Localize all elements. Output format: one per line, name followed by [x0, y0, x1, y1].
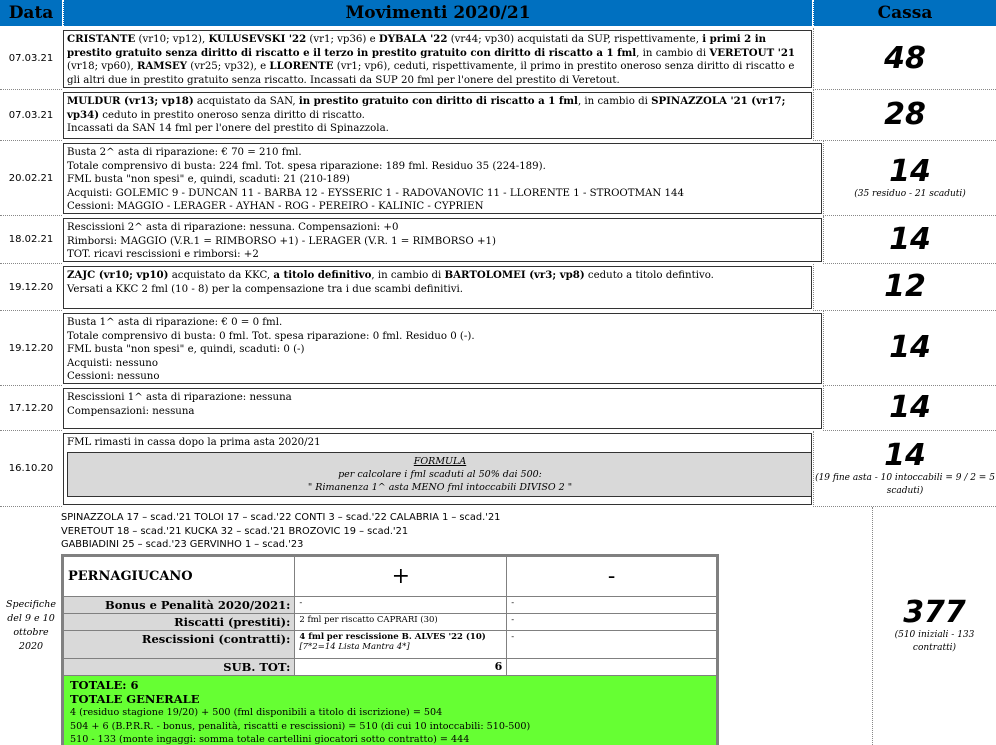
- movement-line: Totale comprensivo di busta: 0 fml. Tot. spesa riparazione: 0 fml. Residuo 0 (-).: [67, 330, 475, 342]
- cash-value: 14: [889, 390, 931, 425]
- header-date: [0, 0, 62, 26]
- movement-date: 20.02.21: [0, 141, 62, 216]
- movement-line: FML busta "non spesi" e, quindi, scaduti: 21 (210-189): [67, 174, 350, 186]
- cash-value: 14: [889, 221, 931, 257]
- specifiche-players: [61, 511, 500, 552]
- movement-description: [63, 266, 812, 309]
- movement-line: Cessioni: MAGGIO - LERAGER - AYHAN - ROG - PEREIRO - KALINIC - CYPRIEN: [67, 201, 484, 213]
- specifiche-date: Specifiche del 9 e 10 ottobre 2020: [6, 599, 56, 652]
- movement-description: [63, 218, 822, 262]
- specifiche-line: GABBIADINI 25 – scad.'23 GERVINHO 1 – scad.'23: [61, 539, 304, 551]
- movement-description: [63, 433, 812, 505]
- movement-date: 19.12.20: [0, 264, 62, 311]
- movement-line: Acquisti: nessuno: [67, 357, 158, 369]
- cash-value: 14: [889, 153, 931, 189]
- totale-line: 504 + 6 (B.P.R.R. - bonus, penalità, riscatti e rescissioni) = 510 (di cui 10 intoccabili: 510-500): [70, 720, 531, 732]
- movement-description: [63, 388, 822, 429]
- header-cash: [813, 0, 996, 26]
- totale-line: 510 - 133 (monte ingaggi: somma totale cartellini giocatori sotto contratto) = 444: [70, 734, 470, 745]
- movement-row: [0, 28, 996, 90]
- movement-line: Cessioni: nessuno: [67, 371, 160, 383]
- movement-line: TOT. ricavi rescissioni e rimborsi: +2: [67, 249, 259, 261]
- movement-cash: [823, 141, 996, 216]
- header-movements-label: Movimenti 2020/21: [345, 3, 531, 23]
- movement-row: [0, 386, 996, 431]
- movement-line: Busta 2^ asta di riparazione: € 70 = 210 fml.: [67, 147, 302, 158]
- pernagiucano-table: [61, 554, 719, 745]
- rescissioni-label: Rescissioni (contratti):: [63, 631, 295, 659]
- bonus-minus: -: [507, 597, 718, 614]
- rescissioni-amount: 4 fml: [299, 632, 325, 642]
- header-date-label: Data: [8, 3, 54, 23]
- movement-cash: [813, 90, 996, 141]
- movement-line: Versati a KKC 2 fml (10 - 8) per la compensazione tra i due scambi definitivi.: [67, 283, 464, 295]
- movement-date: 18.02.21: [0, 216, 62, 264]
- movement-date: 16.10.20: [0, 431, 62, 507]
- specifiche-cash: [872, 507, 996, 745]
- movement-line: Rescissioni 1^ asta di riparazione: nessuna: [67, 392, 292, 403]
- movement-date: 07.03.21: [0, 28, 62, 90]
- movement-line: FML rimasti in cassa dopo la prima asta 2020/21: [67, 437, 321, 448]
- movement-row: [0, 216, 996, 264]
- movement-date: 07.03.21: [0, 90, 62, 141]
- movement-date: 19.12.20: [0, 311, 62, 386]
- movement-line: Rimborsi: MAGGIO (V.R.1 = RIMBORSO +1) - LERAGER (V.R. 1 = RIMBORSO +1): [67, 235, 496, 247]
- movement-cash: [813, 431, 996, 507]
- cash-value: 377: [903, 595, 966, 630]
- movement-row: [0, 431, 996, 507]
- cash-value: 14: [889, 330, 931, 365]
- formula-line: per calcolare i fml scaduti al 50% dai 500:: [338, 468, 542, 480]
- bonus-plus: -: [295, 597, 507, 614]
- movement-description: [63, 30, 812, 88]
- rescissioni-minus: -: [507, 631, 718, 659]
- movement-row: [0, 90, 996, 141]
- cash-value: 28: [884, 97, 926, 132]
- subtot-label: SUB. TOT:: [63, 659, 295, 676]
- cash-note: (19 fine asta - 10 intoccabili = 9 / 2 = 5 scaduti): [815, 472, 995, 496]
- movement-cash: [823, 216, 996, 264]
- formula-line: " Rimanenza 1^ asta MENO fml intoccabili DIVISO 2 ": [307, 481, 573, 493]
- movement-line: FML busta "non spesi" e, quindi, scaduti: 0 (-): [67, 344, 305, 356]
- movement-line: Acquisti: GOLEMIC 9 - DUNCAN 11 - BARBA 12 - EYSSERIC 1 - RADOVANOVIC 11 - LLORENTE 1 - STROOTMAN 144: [67, 187, 684, 199]
- rescissioni-plus: [295, 631, 507, 659]
- movement-description: [63, 92, 812, 139]
- movement-line: CRISTANTE (vr10; vp12), KULUSEVSKI '22 (vr1; vp36) e DYBALA '22 (vr44; vp30) acquistati da SUP, rispettivamente, i primi 2 in prestito gratuito senza diritto di riscatto e il terzo in prestito gratuito con diritto di riscatto a 1 fml, in cambio di VERETOUT '21 (vr18; vp60), RAMSEY (vr25; vp32), e LLORENTE (vr1; vp6), ceduti, rispettivamente, il primo in prestito oneroso senza diritto di riscatto e gli altri due in prestito gratuito senza riscatto. Incassati da SUP 20 fml per l'onere del prestito di Veretout.: [67, 33, 795, 86]
- header-movements: [63, 0, 812, 26]
- formula-title: FORMULA: [413, 455, 467, 467]
- totale-generale-cell: [63, 676, 718, 745]
- movement-cash: [813, 28, 996, 90]
- rescissioni-desc: per rescissione B. ALVES '22 (10): [326, 632, 486, 642]
- movement-line: Totale comprensivo di busta: 224 fml. Tot. spesa riparazione: 189 fml. Residuo 35 (224-189).: [67, 160, 546, 172]
- rescissioni-note: [7*2=14 Lista Mantra 4*]: [299, 642, 410, 652]
- movement-cash: [823, 311, 996, 386]
- movement-cash: [813, 264, 996, 311]
- movement-date: 17.12.20: [0, 386, 62, 431]
- movement-line: Rescissioni 2^ asta di riparazione: nessuna. Compensazioni: +0: [67, 222, 399, 233]
- movement-line: ZAJC (vr10; vp10) acquistato da KKC, a titolo definitivo, in cambio di BARTOLOMEI (vr3; vp8) ceduto a titolo defintivo.: [67, 269, 714, 281]
- formula-box: [67, 452, 812, 497]
- totale-generale-title: TOTALE GENERALE: [70, 692, 200, 706]
- cash-value: 48: [884, 40, 926, 76]
- totale: TOTALE: 6: [70, 678, 139, 692]
- team-name: PERNAGIUCANO: [63, 556, 295, 597]
- specifiche-line: VERETOUT 18 – scad.'21 KUCKA 32 – scad.'21 BROZOVIC 19 – scad.'21: [61, 525, 409, 537]
- movement-line: Incassati da SAN 14 fml per l'onere del prestito di Spinazzola.: [67, 123, 389, 135]
- bonus-label: Bonus e Penalità 2020/2021:: [63, 597, 295, 614]
- movement-line: Compensazioni: nessuna: [67, 405, 195, 417]
- cash-value: 12: [884, 269, 926, 304]
- movement-line: Busta 1^ asta di riparazione: € 0 = 0 fml.: [67, 317, 283, 328]
- cash-value: 14: [884, 437, 926, 473]
- movement-row: [0, 311, 996, 386]
- movement-description: [63, 143, 822, 214]
- header-cash-label: Cassa: [877, 3, 933, 23]
- riscatti-label: Riscatti (prestiti):: [63, 614, 295, 631]
- subtot-empty: [507, 659, 718, 676]
- movement-cash: [823, 386, 996, 431]
- plus-header: +: [295, 556, 507, 597]
- totale-line: 4 (residuo stagione 19/20) + 500 (fml disponibili a titolo di iscrizione) = 504: [70, 707, 443, 718]
- movement-row: [0, 141, 996, 216]
- riscatti-minus: -: [507, 614, 718, 631]
- minus-header: -: [507, 556, 718, 597]
- subtot-value: 6: [295, 659, 507, 676]
- cash-note: (510 iniziali - 133 contratti): [894, 630, 975, 653]
- movement-line: MULDUR (vr13; vp18) acquistato da SAN, in prestito gratuito con diritto di riscatto a 1 fml, in cambio di SPINAZZOLA '21 (vr17; vp34) ceduto in prestito oneroso senza diritto di riscatto.: [67, 95, 786, 121]
- movement-row: [0, 264, 996, 311]
- specifiche-row: [0, 507, 996, 745]
- movement-description: [63, 313, 822, 384]
- specifiche-line: SPINAZZOLA 17 – scad.'21 TOLOI 17 – scad.'22 CONTI 3 – scad.'22 CALABRIA 1 – scad.'21: [61, 512, 501, 523]
- riscatti-plus: 2 fml per riscatto CAPRARI (30): [295, 614, 507, 631]
- cash-note: (35 residuo - 21 scaduti): [854, 188, 966, 199]
